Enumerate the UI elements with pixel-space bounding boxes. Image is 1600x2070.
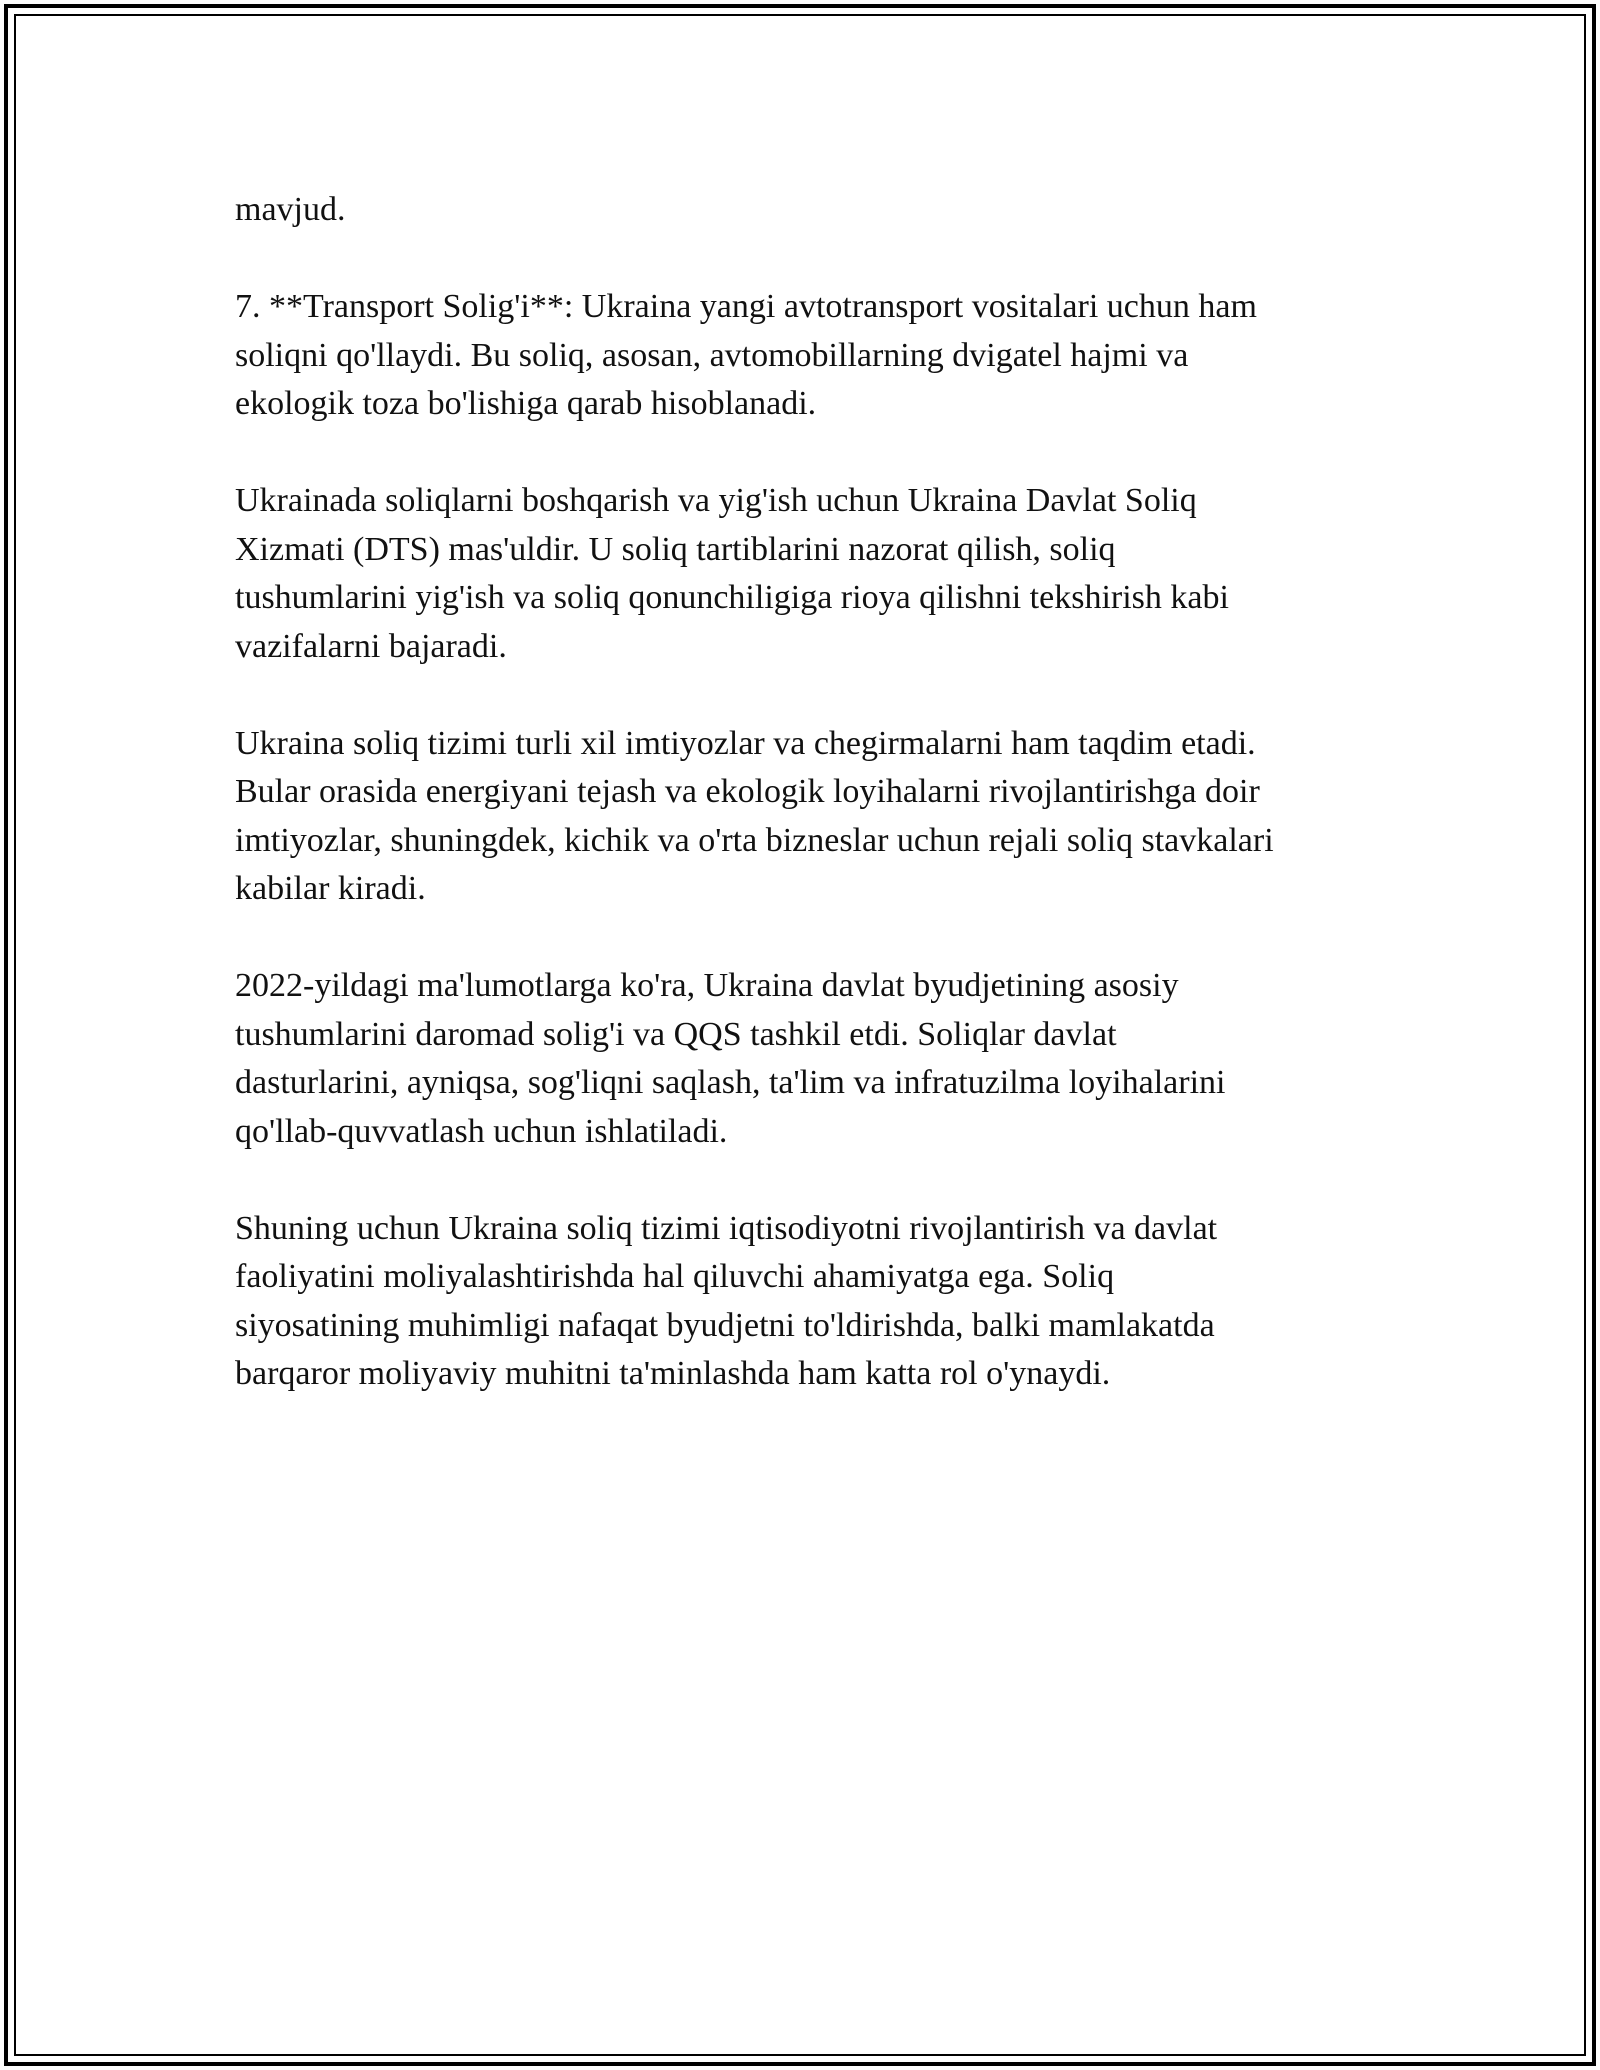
paragraph-budget-2022: 2022-yildagi ma'lumotlarga ko'ra, Ukraina davlat byudjetining asosiy tushumlarini daromad solig'i va QQS tashkil etdi. Soliqlar davlat dasturlarini, ayniqsa, sog'liqni saqlash, ta'lim va infratuzilma loyihalarini qo'llab-quvvatlash uchun ishlatiladi. xyxy=(235,967,1226,1150)
paragraph-transport-tax: 7. **Transport Solig'i**: Ukraina yangi avtotransport vositalari uchun ham soliqni qo'llaydi. Bu soliq, asosan, avtomobillarning dvigatel hajmi va ekologik toza bo'lishiga qarab hisoblanadi. xyxy=(235,288,1257,422)
document-body xyxy=(235,186,1365,1447)
paragraph-continuation: mavjud. xyxy=(235,191,346,228)
paragraph-tax-benefits: Ukraina soliq tizimi turli xil imtiyozlar va chegirmalarni ham taqdim etadi. Bular orasida energiyani tejash va ekologik loyihalarni rivojlantirishga doir imtiyozlar, shuningdek, kichik va o'rta bizneslar uchun rejali soliq stavkalari kabilar kiradi. xyxy=(235,724,1274,907)
paragraph-conclusion: Shuning uchun Ukraina soliq tizimi iqtisodiyotni rivojlantirish va davlat faoliyatini moliyalashtirishda hal qiluvchi ahamiyatga ega. Soliq siyosatining muhimligi nafaqat byudjetni to'ldirishda, balki mamlakatda barqaror moliyaviy muhitni ta'minlashda ham katta rol o'ynaydi. xyxy=(235,1209,1218,1392)
paragraph-tax-service: Ukrainada soliqlarni boshqarish va yig'ish uchun Ukraina Davlat Soliq Xizmati (DTS) mas'uldir. U soliq tartiblarini nazorat qilish, soliq tushumlarini yig'ish va soliq qonunchiligiga rioya qilishni tekshirish kabi vazifalarni bajaradi. xyxy=(235,482,1229,665)
